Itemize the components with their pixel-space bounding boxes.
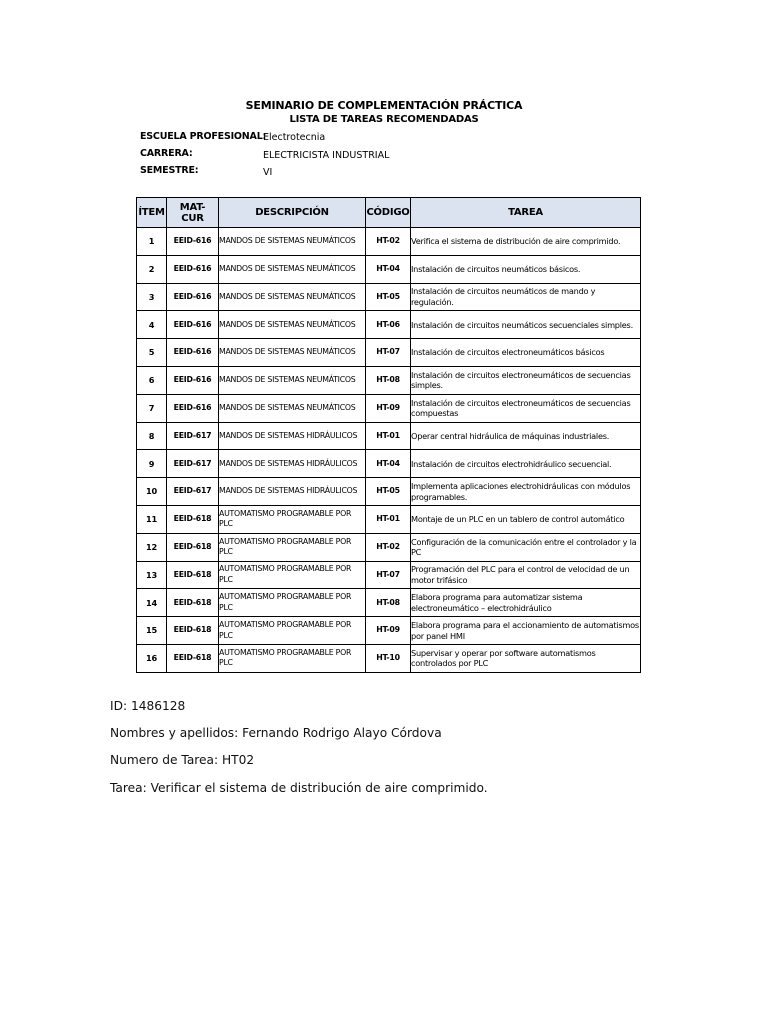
cell-tarea: Instalación de circuitos electroneumáticos básicos [411, 339, 641, 367]
table-row [137, 450, 641, 478]
table-row [137, 589, 641, 617]
cell-item: 2 [137, 255, 167, 283]
tasks-table [136, 197, 641, 673]
table-header-row [137, 198, 641, 228]
student-name: Nombres y apellidos: Fernando Rodrigo Alayo Córdova [110, 726, 442, 740]
cell-tarea: Instalación de circuitos electroneumáticos de secuencias compuestas [411, 394, 641, 422]
cell-codigo: HT-07 [366, 339, 411, 367]
cell-descripcion: MANDOS DE SISTEMAS NEUMÁTICOS [219, 366, 366, 394]
cell-codigo: HT-02 [366, 228, 411, 256]
cell-codigo: HT-02 [366, 533, 411, 561]
cell-descripcion: MANDOS DE SISTEMAS NEUMÁTICOS [219, 394, 366, 422]
cell-tarea: Operar central hidráulica de máquinas industriales. [411, 422, 641, 450]
cell-item: 5 [137, 339, 167, 367]
table-row [137, 283, 641, 311]
cell-tarea: Instalación de circuitos neumáticos básicos. [411, 255, 641, 283]
task-description: Tarea: Verificar el sistema de distribución de aire comprimido. [110, 781, 488, 795]
cell-tarea: Montaje de un PLC en un tablero de control automático [411, 505, 641, 533]
cell-matcur: EEID-617 [167, 422, 219, 450]
table-row [137, 561, 641, 589]
cell-matcur: EEID-618 [167, 561, 219, 589]
cell-tarea: Elabora programa para el accionamiento de automatismos por panel HMI [411, 617, 641, 645]
semestre-label: SEMESTRE: [140, 165, 199, 176]
cell-descripcion: AUTOMATISMO PROGRAMABLE POR PLC [219, 617, 366, 645]
cell-codigo: HT-09 [366, 394, 411, 422]
cell-codigo: HT-09 [366, 617, 411, 645]
table-row [137, 644, 641, 672]
table-row [137, 617, 641, 645]
cell-tarea: Instalación de circuitos electrohidráulico secuencial. [411, 450, 641, 478]
cell-descripcion: MANDOS DE SISTEMAS HIDRÁULICOS [219, 478, 366, 506]
cell-codigo: HT-06 [366, 311, 411, 339]
cell-codigo: HT-08 [366, 366, 411, 394]
cell-item: 7 [137, 394, 167, 422]
cell-codigo: HT-05 [366, 283, 411, 311]
table-row [137, 366, 641, 394]
table-row [137, 422, 641, 450]
cell-item: 9 [137, 450, 167, 478]
cell-descripcion: MANDOS DE SISTEMAS HIDRÁULICOS [219, 450, 366, 478]
header-codigo: CÓDIGO [366, 198, 411, 228]
cell-descripcion: MANDOS DE SISTEMAS NEUMÁTICOS [219, 228, 366, 256]
cell-tarea: Supervisar y operar por software automatismos controlados por PLC [411, 644, 641, 672]
cell-codigo: HT-04 [366, 255, 411, 283]
cell-codigo: HT-05 [366, 478, 411, 506]
cell-descripcion: MANDOS DE SISTEMAS NEUMÁTICOS [219, 339, 366, 367]
table-row [137, 505, 641, 533]
carrera-label: CARRERA: [140, 148, 193, 159]
cell-item: 4 [137, 311, 167, 339]
cell-matcur: EEID-616 [167, 283, 219, 311]
cell-matcur: EEID-618 [167, 589, 219, 617]
task-number: Numero de Tarea: HT02 [110, 753, 255, 767]
cell-matcur: EEID-618 [167, 617, 219, 645]
cell-codigo: HT-01 [366, 422, 411, 450]
cell-item: 3 [137, 283, 167, 311]
cell-descripcion: AUTOMATISMO PROGRAMABLE POR PLC [219, 589, 366, 617]
cell-item: 1 [137, 228, 167, 256]
cell-descripcion: AUTOMATISMO PROGRAMABLE POR PLC [219, 505, 366, 533]
cell-matcur: EEID-616 [167, 366, 219, 394]
cell-codigo: HT-08 [366, 589, 411, 617]
header-matcur: MAT- CUR [167, 198, 219, 228]
escuela-value: Electrotecnia [263, 132, 326, 143]
cell-matcur: EEID-616 [167, 394, 219, 422]
cell-matcur: EEID-616 [167, 255, 219, 283]
cell-codigo: HT-10 [366, 644, 411, 672]
table-row [137, 478, 641, 506]
cell-tarea: Programación del PLC para el control de velocidad de un motor trifásico [411, 561, 641, 589]
cell-codigo: HT-07 [366, 561, 411, 589]
header-tarea: TAREA [411, 198, 641, 228]
cell-item: 8 [137, 422, 167, 450]
escuela-label: ESCUELA PROFESIONAL: [140, 131, 267, 142]
cell-descripcion: MANDOS DE SISTEMAS NEUMÁTICOS [219, 255, 366, 283]
cell-tarea: Verifica el sistema de distribución de aire comprimido. [411, 228, 641, 256]
cell-descripcion: AUTOMATISMO PROGRAMABLE POR PLC [219, 561, 366, 589]
table-row [137, 339, 641, 367]
semestre-value: VI [263, 167, 273, 178]
cell-matcur: EEID-616 [167, 311, 219, 339]
cell-tarea: Configuración de la comunicación entre el controlador y la PC [411, 533, 641, 561]
cell-descripcion: MANDOS DE SISTEMAS NEUMÁTICOS [219, 311, 366, 339]
table-row [137, 533, 641, 561]
cell-codigo: HT-04 [366, 450, 411, 478]
cell-tarea: Instalación de circuitos electroneumáticos de secuencias simples. [411, 366, 641, 394]
cell-descripcion: AUTOMATISMO PROGRAMABLE POR PLC [219, 533, 366, 561]
cell-matcur: EEID-617 [167, 450, 219, 478]
cell-matcur: EEID-617 [167, 478, 219, 506]
table-row [137, 255, 641, 283]
cell-item: 12 [137, 533, 167, 561]
header-descripcion: DESCRIPCIÓN [219, 198, 366, 228]
cell-item: 14 [137, 589, 167, 617]
cell-item: 11 [137, 505, 167, 533]
table-row [137, 394, 641, 422]
cell-tarea: Implementa aplicaciones electrohidráulicas con módulos programables. [411, 478, 641, 506]
cell-item: 10 [137, 478, 167, 506]
cell-matcur: EEID-616 [167, 339, 219, 367]
cell-tarea: Instalación de circuitos neumáticos de mando y regulación. [411, 283, 641, 311]
student-id: ID: 1486128 [110, 699, 186, 713]
cell-matcur: EEID-618 [167, 644, 219, 672]
cell-matcur: EEID-618 [167, 533, 219, 561]
cell-matcur: EEID-618 [167, 505, 219, 533]
carrera-value: ELECTRICISTA INDUSTRIAL [263, 150, 390, 161]
document-title: SEMINARIO DE COMPLEMENTACIÓN PRÁCTICA [245, 99, 523, 112]
cell-item: 15 [137, 617, 167, 645]
cell-item: 13 [137, 561, 167, 589]
cell-tarea: Instalación de circuitos neumáticos secuenciales simples. [411, 311, 641, 339]
cell-descripcion: MANDOS DE SISTEMAS NEUMÁTICOS [219, 283, 366, 311]
cell-descripcion: MANDOS DE SISTEMAS HIDRÁULICOS [219, 422, 366, 450]
cell-codigo: HT-01 [366, 505, 411, 533]
cell-tarea: Elabora programa para automatizar sistema electroneumático – electrohidráulico [411, 589, 641, 617]
cell-item: 16 [137, 644, 167, 672]
document-subtitle: LISTA DE TAREAS RECOMENDADAS [289, 114, 479, 125]
table-row [137, 228, 641, 256]
header-item: ÍTEM [137, 198, 167, 228]
cell-descripcion: AUTOMATISMO PROGRAMABLE POR PLC [219, 644, 366, 672]
cell-item: 6 [137, 366, 167, 394]
cell-matcur: EEID-616 [167, 228, 219, 256]
table-row [137, 311, 641, 339]
